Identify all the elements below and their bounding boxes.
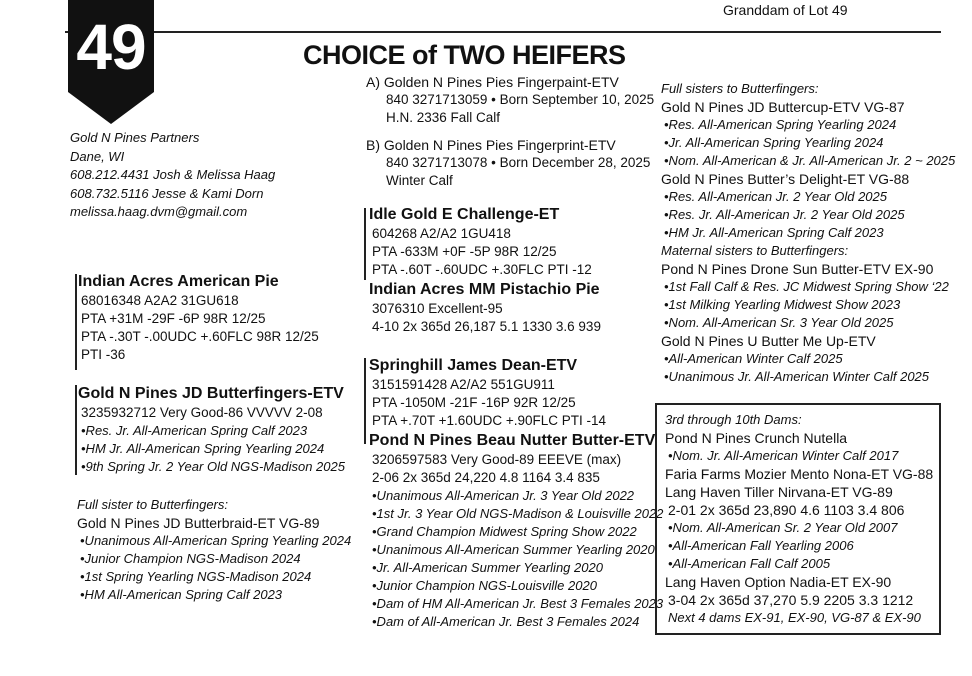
contact-line: Gold N Pines Partners (70, 130, 200, 145)
award-item: •Dam of All-American Jr. Best 3 Females 2024 (372, 614, 640, 629)
award-item: •Dam of HM All-American Jr. Best 3 Females 2023 (372, 596, 664, 611)
dams-box (655, 403, 941, 635)
award-item: •Jr. All-American Summer Yearling 2020 (372, 560, 603, 575)
award-item: •Res. Jr. All-American Spring Calf 2023 (81, 423, 308, 438)
butterme-name: Gold N Pines U Butter Me Up-ETV (661, 333, 876, 349)
choice-a (366, 73, 654, 127)
award-item: •9th Spring Jr. 2 Year Old NGS-Madison 2025 (81, 459, 345, 474)
award-item: •Junior Champion NGS-Louisville 2020 (372, 578, 597, 593)
sire-line: PTA -.60T -.60UDC +.30FLC PTI -12 (372, 262, 592, 277)
butterfingers-block (78, 384, 345, 476)
dams-heading: 3rd through 10th Dams: (665, 412, 802, 427)
award-item: •All-American Winter Calf 2025 (664, 351, 843, 366)
pedigree-bracket (364, 208, 366, 280)
jamesdean-line: PTA -1050M -21F -16P 92R 12/25 (372, 395, 576, 410)
dam-record: 2-01 2x 365d 23,890 4.6 1103 3.4 806 (668, 502, 905, 518)
pedigree-bracket (75, 274, 77, 370)
butterbraid-block (77, 496, 351, 604)
lot-number: 49 (76, 11, 146, 83)
contact-email: melissa.haag.dvm@gmail.com (70, 204, 248, 219)
award-item: •1st Jr. 3 Year Old NGS-Madison & Louisville 2022 (372, 506, 664, 521)
butterbraid-name: Gold N Pines JD Butterbraid-ET VG-89 (77, 515, 320, 531)
contact-block (70, 129, 275, 222)
choice-b-info: Winter Calf (386, 173, 453, 188)
dam-name: Lang Haven Tiller Nirvana-ET VG-89 (665, 484, 893, 500)
award-item: •All-American Fall Yearling 2006 (668, 538, 854, 553)
contact-line: Dane, WI (70, 148, 125, 164)
award-item: •HM All-American Spring Calf 2023 (80, 587, 283, 602)
choice-a-name: A) Golden N Pines Pies Fingerpaint-ETV (366, 74, 619, 90)
dams-content (665, 411, 933, 627)
jamesdean-name: Springhill James Dean-ETV (369, 357, 578, 374)
award-item: •HM Jr. All-American Spring Yearling 2024 (81, 441, 325, 456)
jamesdean-block (369, 356, 606, 430)
indian-pie-line: PTA +31M -29F -6P 98R 12/25 (81, 311, 266, 326)
dam-name: Faria Farms Mozier Mento Nona-ET VG-88 (665, 466, 934, 482)
choice-b-id: 840 3271713078 • Born December 28, 2025 (386, 155, 651, 170)
award-item: •Unanimous Jr. All-American Winter Calf 2025 (664, 369, 930, 384)
butterfingers-line: 3235932712 Very Good-86 VVVVV 2-08 (81, 405, 323, 420)
beau-line: 2-06 2x 365d 24,220 4.8 1164 3.4 835 (372, 470, 600, 485)
award-item: •Nom. All-American Sr. 3 Year Old 2025 (664, 315, 894, 330)
sire-line: PTA -633M +0F -5P 98R 12/25 (372, 244, 557, 259)
dam-name: Pond N Pines Crunch Nutella (665, 430, 848, 446)
jamesdean-line: PTA +.70T +1.60UDC +.90FLC PTI -14 (372, 413, 606, 428)
award-item: •1st Spring Yearling NGS-Madison 2024 (80, 569, 312, 584)
award-item: •Unanimous All-American Spring Yearling 2024 (80, 533, 352, 548)
contact-line: 608.732.5116 Jesse & Kami Dorn (70, 185, 264, 201)
pistachio-block (369, 280, 601, 336)
choice-b-name: B) Golden N Pines Pies Fingerprint-ETV (366, 137, 616, 153)
butterfingers-name: Gold N Pines JD Butterfingers-ETV (78, 385, 344, 402)
award-item: •HM Jr. All-American Spring Calf 2023 (664, 225, 884, 240)
granddam-label: Granddam of Lot 49 (723, 2, 848, 18)
pistachio-name: Indian Acres MM Pistachio Pie (369, 281, 600, 298)
jamesdean-line: 3151591428 A2/A2 551GU911 (372, 377, 555, 392)
butterbraid-heading: Full sister to Butterfingers: (77, 497, 228, 512)
buttercup-name: Gold N Pines JD Buttercup-ETV VG-87 (661, 99, 905, 115)
header-rule (65, 31, 941, 33)
indian-pie-line: 68016348 A2A2 31GU618 (81, 293, 239, 308)
choice-a-info: H.N. 2336 Fall Calf (386, 110, 501, 125)
award-item: •Unanimous All-American Jr. 3 Year Old 2022 (372, 488, 635, 503)
dams-list (665, 429, 933, 627)
award-item: •Jr. All-American Spring Yearling 2024 (664, 135, 884, 150)
award-item: •Junior Champion NGS-Madison 2024 (80, 551, 301, 566)
award-item: •1st Milking Yearling Midwest Show 2023 (664, 297, 901, 312)
pedigree-bracket (364, 358, 366, 444)
award-item: Next 4 dams EX-91, EX-90, VG-87 & EX-90 (668, 610, 921, 625)
pistachio-line: 4-10 2x 365d 26,187 5.1 1330 3.6 939 (372, 319, 601, 334)
delight-name: Gold N Pines Butter’s Delight-ET VG-88 (661, 171, 910, 187)
award-item: •Nom. All-American Sr. 2 Year Old 2007 (668, 520, 898, 535)
choice-b (366, 136, 650, 190)
indian-pie-line: PTI -36 (81, 347, 126, 362)
beau-block (369, 431, 663, 631)
beau-line: 3206597583 Very Good-89 EEEVE (max) (372, 452, 622, 467)
award-item: •Res. All-American Spring Yearling 2024 (664, 117, 897, 132)
indian-pie-block (78, 272, 319, 364)
full-sisters-heading: Full sisters to Butterfingers: (661, 81, 819, 96)
dam-name: Lang Haven Option Nadia-ET EX-90 (665, 574, 892, 590)
award-item: •Res. Jr. All-American Jr. 2 Year Old 2025 (664, 207, 905, 222)
sire-line: 604268 A2/A2 1GU418 (372, 226, 511, 241)
contact-line: 608.212.4431 Josh & Melissa Haag (70, 167, 276, 182)
beau-name: Pond N Pines Beau Nutter Butter-ETV (369, 432, 656, 449)
dam-record: 3-04 2x 365d 37,270 5.9 2205 3.3 1212 (668, 592, 914, 608)
sire-name: Idle Gold E Challenge-ET (369, 206, 560, 223)
lot-badge (68, 0, 154, 124)
indian-pie-name: Indian Acres American Pie (78, 273, 279, 290)
award-item: •Grand Champion Midwest Spring Show 2022 (372, 524, 637, 539)
choice-a-id: 840 3271713059 • Born September 10, 2025 (386, 92, 655, 107)
award-item: •All-American Fall Calf 2005 (668, 556, 831, 571)
sisters-block (661, 80, 955, 386)
sire-block (369, 205, 592, 279)
pistachio-line: 3076310 Excellent-95 (372, 301, 503, 316)
award-item: •Unanimous All-American Summer Yearling 2020 (372, 542, 655, 557)
page-title: CHOICE of TWO HEIFERS (303, 40, 626, 70)
award-item: •Nom. Jr. All-American Winter Calf 2017 (668, 448, 899, 463)
award-item: •Res. All-American Jr. 2 Year Old 2025 (664, 189, 887, 204)
award-item: •Nom. All-American & Jr. All-American Jr. 2 ~ 2025 (664, 153, 956, 168)
indian-pie-line: PTA -.30T -.00UDC +.60FLC 98R 12/25 (81, 329, 319, 344)
award-item: •1st Fall Calf & Res. JC Midwest Spring Show ‘22 (664, 279, 949, 294)
pedigree-bracket (75, 385, 77, 475)
maternal-heading: Maternal sisters to Butterfingers: (661, 243, 849, 258)
drone-name: Pond N Pines Drone Sun Butter-ETV EX-90 (661, 261, 934, 277)
